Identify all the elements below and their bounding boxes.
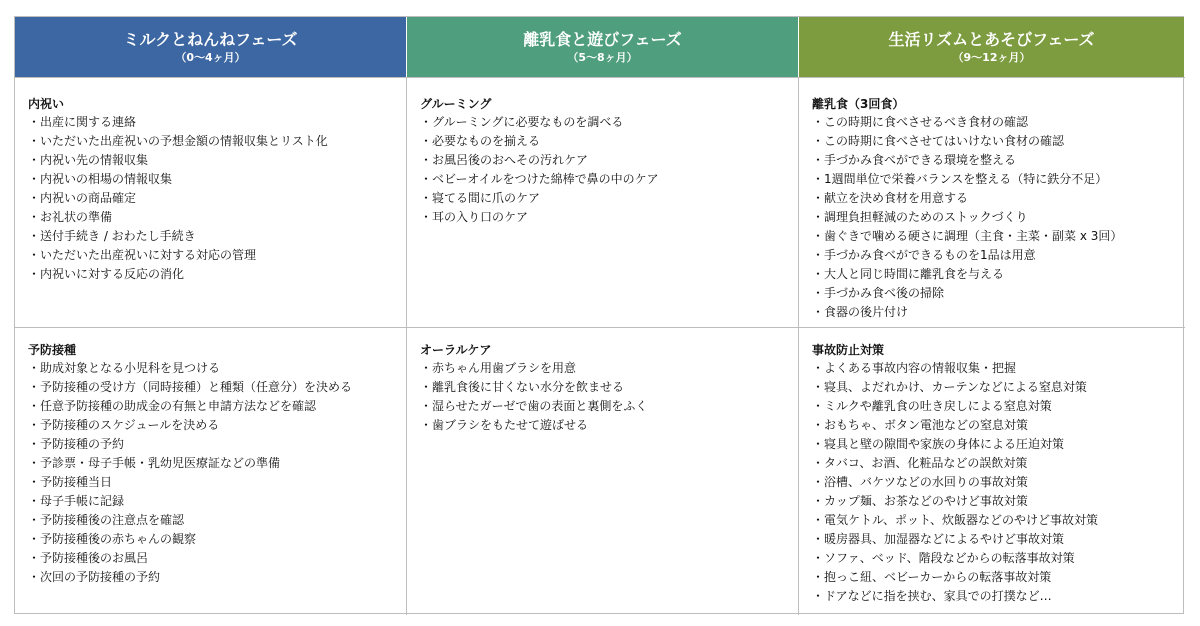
header-subtitle: （9〜12ヶ月） — [952, 50, 1031, 64]
list-item: ・助成対象となる小児科を見つける — [28, 361, 221, 375]
list-item: ・任意予防接種の助成金の有無と申請方法などを確認 — [28, 399, 317, 413]
list-item: ・予防接種後の赤ちゃんの観察 — [28, 532, 197, 546]
list-item: ・寝具、よだれかけ、カーテンなどによる窒息対策 — [812, 380, 1087, 394]
list-item: ・ミルクや離乳食の吐き戻しによる窒息対策 — [812, 399, 1052, 413]
list-item: ・1週間単位で栄養バランスを整える（特に鉄分不足） — [812, 172, 1108, 186]
list-item: ・出産に関する連絡 — [28, 115, 137, 129]
list-item: ・必要なものを揃える — [420, 134, 541, 148]
list-item: ・浴槽、バケツなどの水回りの事故対策 — [812, 475, 1028, 489]
list-item: ・いただいた出産祝いに対する対応の管理 — [28, 248, 257, 262]
list-item: ・手づかみ食べ後の掃除 — [812, 286, 945, 300]
list-item: ・予防接種当日 — [28, 475, 113, 489]
list-item: ・献立を決め食材を用意する — [812, 191, 969, 205]
list-item: ・赤ちゃん用歯ブラシを用意 — [420, 361, 577, 375]
section-title: 事故防止対策 — [812, 343, 885, 357]
cell-accident-prevention — [799, 327, 1185, 615]
phase-task-table — [14, 16, 1184, 614]
list-item: ・おもちゃ、ボタン電池などの窒息対策 — [812, 418, 1029, 432]
cell-oral-care — [407, 327, 799, 615]
header-title: 生活リズムとあそびフェーズ — [888, 29, 1095, 49]
list-item: ・ベビーオイルをつけた綿棒で鼻の中のケア — [420, 172, 659, 186]
list-item: ・予防接種後のお風呂 — [28, 551, 149, 565]
header-subtitle: （0〜4ヶ月） — [175, 50, 246, 64]
list-item: ・暖房器具、加湿器などによるやけど事故対策 — [812, 532, 1065, 546]
list-item: ・離乳食後に甘くない水分を飲ませる — [420, 380, 625, 394]
list-item: ・ドアなどに指を挟む、家具での打撲など… — [812, 589, 1052, 603]
list-item: ・お礼状の準備 — [28, 210, 113, 224]
header-title: 離乳食と遊びフェーズ — [523, 29, 682, 49]
list-item: ・手づかみ食べができる環境を整える — [812, 153, 1017, 167]
cell-grooming — [407, 77, 799, 327]
list-item: ・寝てる間に爪のケア — [420, 191, 541, 205]
section-title: 予防接種 — [28, 343, 77, 357]
section-title: 離乳食（3回食） — [812, 97, 905, 111]
list-item: ・寝具と壁の隙間や家族の身体による圧迫対策 — [812, 437, 1065, 451]
list-item: ・湿らせたガーゼで歯の表面と裏側をふく — [420, 399, 648, 413]
list-item: ・いただいた出産祝いの予想金額の情報収集とリスト化 — [28, 134, 328, 148]
list-item: ・ソファ、ベッド、階段などからの転落事故対策 — [812, 551, 1075, 565]
list-item: ・内祝いに対する反応の消化 — [28, 267, 185, 281]
list-item: ・送付手続き / おわたし手続き — [28, 229, 196, 243]
list-item: ・内祝いの相場の情報収集 — [28, 172, 173, 186]
list-item: ・カップ麺、お茶などのやけど事故対策 — [812, 494, 1028, 508]
list-item: ・大人と同じ時間に離乳食を与える — [812, 267, 1005, 281]
list-item: ・この時期に食べさせるべき食材の確認 — [812, 115, 1029, 129]
list-item: ・耳の入り口のケア — [420, 210, 529, 224]
header-title: ミルクとねんねフェーズ — [123, 29, 298, 49]
list-item: ・次回の予防接種の予約 — [28, 570, 161, 584]
cell-uchi-iwai — [15, 77, 407, 327]
list-item: ・お風呂後のおへその汚れケア — [420, 153, 589, 167]
header-phase-2 — [407, 17, 799, 77]
section-title: オーラルケア — [420, 343, 492, 357]
list-item: ・歯ぐきで噛める硬さに調理（主食・主菜・副菜 x 3回） — [812, 229, 1123, 243]
list-item: ・内祝い先の情報収集 — [28, 153, 149, 167]
cell-weaning-food — [799, 77, 1185, 327]
header-phase-1 — [15, 17, 407, 77]
list-item: ・母子手帳に記録 — [28, 494, 125, 508]
header-subtitle: （5〜8ヶ月） — [567, 50, 638, 64]
list-item: ・予防接種のスケジュールを決める — [28, 418, 220, 432]
list-item: ・電気ケトル、ポット、炊飯器などのやけど事故対策 — [812, 513, 1098, 527]
list-item: ・予防接種後の注意点を確認 — [28, 513, 185, 527]
list-item: ・調理負担軽減のためのストックづくり — [812, 210, 1028, 224]
list-item: ・この時期に食べさせてはいけない食材の確認 — [812, 134, 1065, 148]
list-item: ・歯ブラシをもたせて遊ばせる — [420, 418, 589, 432]
list-item: ・手づかみ食べができるものを1品は用意 — [812, 248, 1036, 262]
list-item: ・よくある事故内容の情報収集・把握 — [812, 361, 1017, 375]
cell-vaccination — [15, 327, 407, 615]
list-item: ・予診票・母子手帳・乳幼児医療証などの準備 — [28, 456, 281, 470]
list-item: ・タバコ、お酒、化粧品などの誤飲対策 — [812, 456, 1028, 470]
section-title: 内祝い — [28, 97, 65, 111]
list-item: ・予防接種の予約 — [28, 437, 125, 451]
list-item: ・内祝いの商品確定 — [28, 191, 137, 205]
list-item: ・グルーミングに必要なものを調べる — [420, 115, 624, 129]
header-phase-3 — [799, 17, 1185, 77]
section-title: グルーミング — [420, 97, 492, 111]
list-item: ・抱っこ紐、ベビーカーからの転落事故対策 — [812, 570, 1052, 584]
list-item: ・予防接種の受け方（同時接種）と種類（任意分）を決める — [28, 380, 353, 394]
list-item: ・食器の後片付け — [812, 305, 909, 319]
